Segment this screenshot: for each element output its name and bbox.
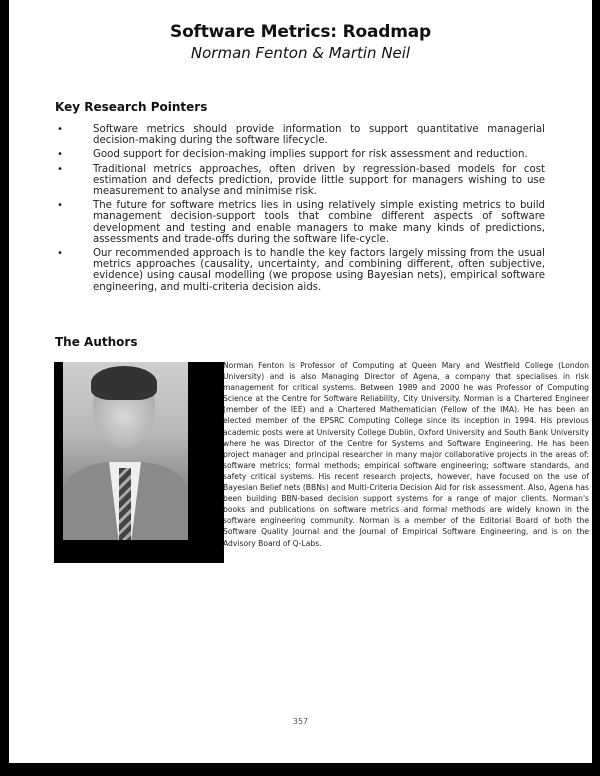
list-item-text: Our recommended approach is to handle the key factors largely missing from the usual metrics approaches (causality, uncertainty, and combining different, often subjective, evidence) using causal modelling (we propose using Bayesian nets), empirical software engineering, and multi-criteria decision aids. (93, 248, 545, 293)
author-photo (63, 362, 188, 540)
paper-authors: Norman Fenton & Martin Neil (190, 44, 411, 62)
list-item-text: The future for software metrics lies in using relatively simple existing metrics to build management decision-support tools that combine different aspects of software development and testing and enable managers to make many kinds of predictions, assessments and trade-offs during the software life-cycle. (93, 200, 545, 245)
list-item (55, 149, 545, 160)
bullet-icon: • (57, 200, 63, 212)
key-research-list (55, 124, 545, 296)
paper-title: Software Metrics: Roadmap (170, 22, 431, 42)
list-item (55, 164, 545, 198)
list-item-text: Good support for decision-making implies support for risk assessment and reduction. (93, 149, 528, 161)
page-number: 357 (292, 717, 309, 726)
list-item (55, 248, 545, 293)
bullet-icon: • (57, 248, 63, 260)
list-item (55, 124, 545, 146)
bullet-icon: • (57, 163, 63, 175)
document-page (9, 0, 592, 763)
bullet-icon: • (57, 124, 63, 135)
author-bio: Norman Fenton is Professor of Computing at Queen Mary and Westfield College (London University) and is also Managing Director of Agena, a company that specialises in risk management for critical systems. Between 1989 and 2000 he was Professor of Computing Science at the Centre for Software Reliability, City University. Norman is a Chartered Engineer (member of the IEE) and a Chartered Mathematician (Fellow of the IMA). He has been an elected member of the EPSRC Computing College since its inception in 1994. His previous academic posts were at University College Dublin, Oxford University and South Bank University where he was Director of the Centre for Systems and Software Engineering. He has been project manager and principal researcher in many major collaborative projects in the areas of: software metrics; formal methods; empirical software engineering; software standards, and safety critical systems. His recent research projects, however, have focused on the use of Bayesian Belief nets (BBNs) and Multi-Criteria Decision Aid for risk assessment. Also, Agena has been building BBN-based decision support systems for a range of major clients. Norman's books and publications on software metrics and formal methods are widely known in the software engineering community. Norman is a member of the Editorial Board of both the Software Quality Journal and the Journal of Empirical Software Engineering, and is on the Advisory Board of Q-Labs. (223, 361, 589, 548)
key-research-heading: Key Research Pointers (55, 100, 208, 114)
list-item (55, 200, 545, 245)
bullet-icon: • (57, 149, 63, 161)
list-item-text: Software metrics should provide information to support quantitative managerial decision-making during the software lifecycle. (93, 124, 545, 147)
list-item-text: Traditional metrics approaches, often driven by regression-based models for cost estimation and defects prediction, provide little support for managers wishing to use measurement to analyse and minimise risk. (93, 163, 545, 198)
authors-heading: The Authors (55, 335, 138, 349)
author-photo-frame (54, 362, 224, 563)
